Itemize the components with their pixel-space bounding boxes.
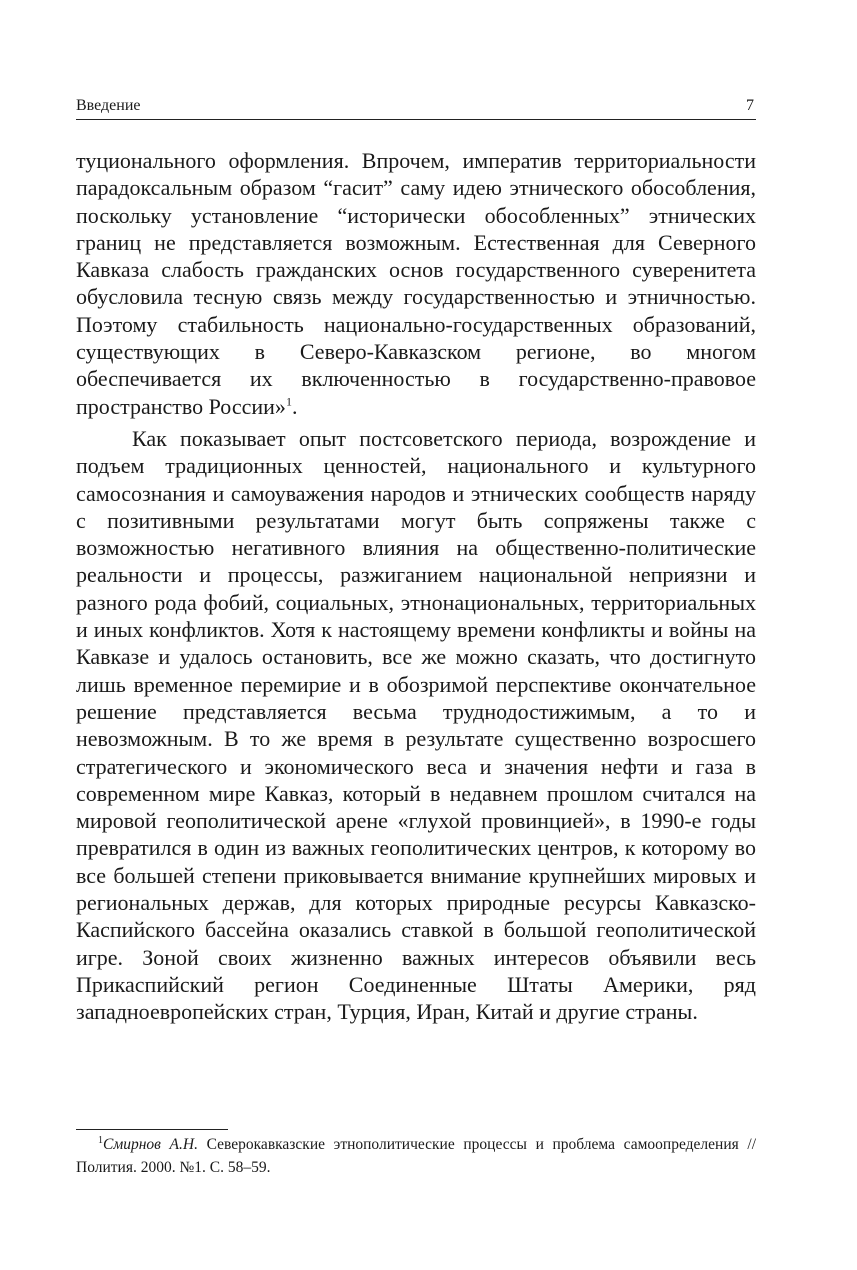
page-number: 7 [746, 97, 754, 114]
paragraph: Как показывает опыт постсоветского периода, возрождение и подъем традиционных ценностей, национального и культурного самосознания и самоуважения народов и этнических сообществ наряду с позитивными результатами могут быть сопряжены также с возможностью негативного влияния на общественно-политические реальности и процессы, разжиганием национальной неприязни и разного рода фобий, социальных, этнонациональных, территориальных и иных конфликтов. Хотя к настоящему времени конфликты и войны на Кавказе и удалось остановить, все же можно сказать, что достигнуто лишь временное перемирие и в обозримой перспективе окончательное решение представляется весьма труднодостижимым, а то и невозможным. В то же время в результате существенно возросшего стратегического и экономического веса и значения нефти и газа в современном мире Кавказ, который в недавнем прошлом считался на мировой геополитической арене «глухой провинцией», в 1990-е годы превратился в один из важных геополитических центров, к которому во все большей степени приковывается внимание крупнейших мировых и региональных держав, для которых природные ресурсы Кавказско-Каспийского бассейна оказались ставкой в большой геополитической игре. Зоной своих жизненно важных интересов объявили весь Прикаспийский регион Соединенные Штаты Америки, ряд западноевропейских стран, Турция, Иран, Китай и другие страны. [76, 425, 756, 1025]
paragraph-text: туционального оформления. Впрочем, императив территориальности парадоксальным образом “гасит” саму идею этнического обособления, поскольку установление “исторически обособленных” этнических границ не представляется возможным. Естественная для Северного Кавказа слабость гражданских основ государственного суверенитета обусловила тесную связь между государственностью и этничностью. Поэтому стабильность национально-государственных образований, существующих в Северо-Кавказском регионе, во многом обеспечивается их включенностью в государственно-правовое пространство России» [76, 148, 756, 419]
paragraph-continuation [76, 147, 756, 420]
footnotes [76, 1133, 756, 1179]
footnote-text: Северокавказские этнополитические процессы и проблема самоопределения // Полития. 2000. №1. С. 58–59. [76, 1136, 757, 1176]
footnote-divider [76, 1129, 228, 1130]
paragraph-tail: . [291, 393, 298, 419]
footnote-author: Смирнов А.Н. [103, 1136, 198, 1153]
running-header [76, 95, 756, 120]
main-text [76, 147, 756, 1026]
footnote [76, 1133, 756, 1179]
section-title: Введение [76, 97, 141, 114]
footnote-number: 1 [98, 1134, 103, 1146]
footnote-reference: 1 [285, 394, 292, 409]
